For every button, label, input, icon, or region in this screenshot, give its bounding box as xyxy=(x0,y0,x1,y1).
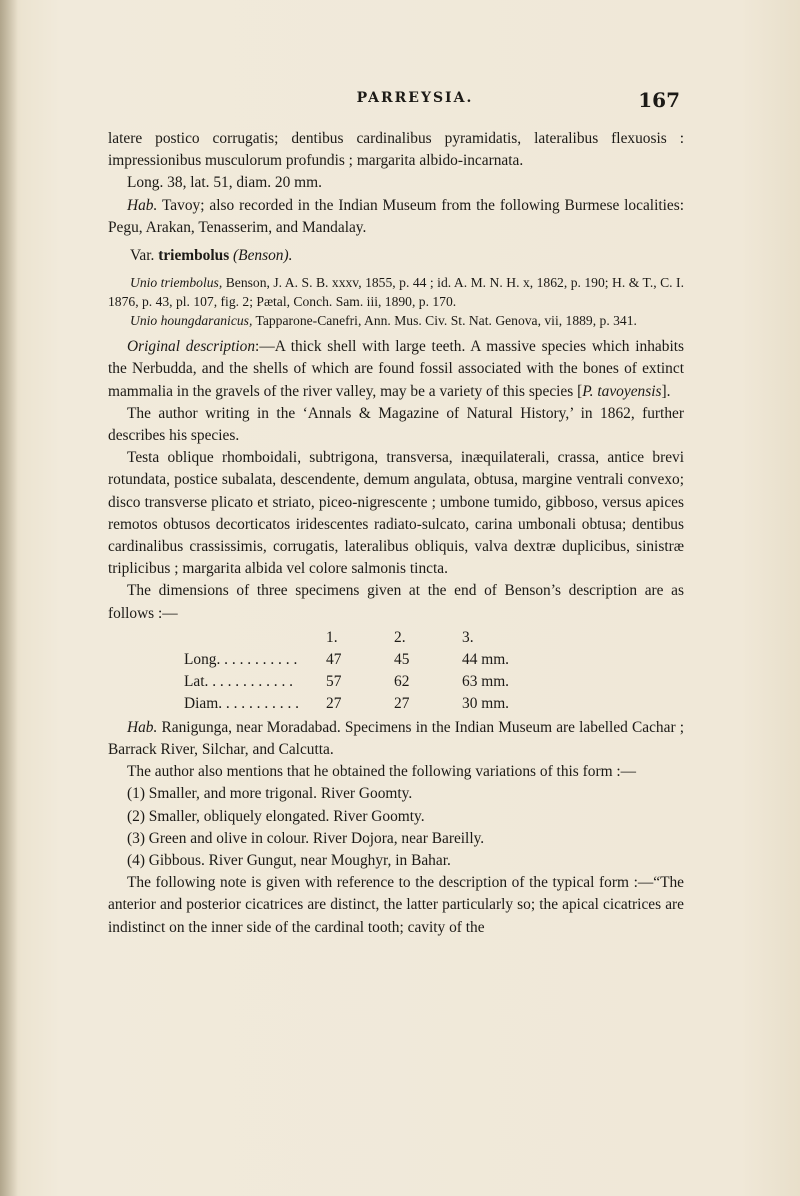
running-head xyxy=(120,88,680,114)
latin-description-paragraph: Testa oblique rhomboidali, subtrigona, transversa, inæquilaterali, crassa, antice brevi rotundata, postice subalata, descendente, demum angulata, obtusa, margine ventrali convexo; disco transverse plicato et striato, piceo-nigrescente ; umbone tumido, gibboso, versus apices remotos obtusos decorticatos iridescentes radiato-sulcato, carina umbonali obtusa; dentibus cardinalibus crassissimis, corrugatis, lateralibus obliquis, valva dextræ duplicibus, sinistræ triplicibus ; margarita albida vel colore salmonis tincta. xyxy=(108,449,684,578)
dimensions-intro: The dimensions of three specimens given at the end of Benson’s description are as follows :— xyxy=(108,582,684,622)
author-paragraph: The author writing in the ‘Annals & Magazine of Natural History,’ in 1862, further describes his species. xyxy=(108,404,684,445)
synonym-entry: Unio houngdaranicus, Tapparone-Canefri, Ann. Mus. Civ. St. Nat. Genova, vii, 1889, p. 341. xyxy=(130,313,637,329)
list-item: (4) Gibbous. River Gungut, near Moughyr, in Bahar. xyxy=(127,852,451,870)
synonym-entry: Unio triembolus, Benson, J. A. S. B. xxxv, 1855, p. 44 ; id. A. M. N. H. x, 1862, p. 190; H. & T., C. I. 1876, p. 43, pl. 107, fig. 2; Pætal, Conch. Sam. iii, 1890, p. 170. xyxy=(108,275,684,310)
dimensions-table xyxy=(184,627,684,715)
table-row: Diam. . . . . . . . . . . 27 27 30 mm. xyxy=(184,694,510,712)
page-gutter-shadow xyxy=(0,0,18,1196)
variations-intro: The author also mentions that he obtained the following variations of this form :— xyxy=(127,763,637,781)
habitat-paragraph: Hab. Tavoy; also recorded in the Indian Museum from the following Burmese localities: Pegu, Arakan, Tenasserim, and Mandalay. xyxy=(108,196,684,236)
latin-continuation: latere postico corrugatis; dentibus cardinalibus pyramidatis, lateralibus flexuosis : impressionibus musculorum profundis ; margarita albido-incarnata. xyxy=(108,130,684,170)
table-header-row: 1. 2. 3. xyxy=(326,628,474,646)
list-item: (2) Smaller, obliquely elongated. River Goomty. xyxy=(127,807,425,825)
running-title: PARREYSIA. xyxy=(356,90,474,106)
measurements-line: Long. 38, lat. 51, diam. 20 mm. xyxy=(127,174,322,192)
original-description-paragraph: Original description:—A thick shell with large teeth. A massive species which inhabits the Nerbudda, and the shells of which are found fossil associated with the bones of extinct mammalia in the gravels of the river valley, may be a variety of this species [P. tavoyensis]. xyxy=(108,338,684,400)
variety-heading: Var. triembolus (Benson). xyxy=(130,247,293,265)
page-body xyxy=(108,128,684,939)
page-number: 167 xyxy=(638,88,680,112)
list-item: (1) Smaller, and more trigonal. River Goomty. xyxy=(127,785,413,803)
closing-paragraph: The following note is given with reference to the description of the typical form :—“The anterior and posterior cicatrices are distinct, the latter particularly so; the apical cicatrices are indistinct on the inner side of the cardinal tooth; cavity of the xyxy=(108,874,684,936)
list-item: (3) Green and olive in colour. River Dojora, near Bareilly. xyxy=(127,829,485,847)
table-row: Long. . . . . . . . . . . 47 45 44 mm. xyxy=(184,650,510,668)
habitat-paragraph-2: Hab. Ranigunga, near Moradabad. Specimens in the Indian Museum are labelled Cachar ; Barrack River, Silchar, and Calcutta. xyxy=(108,718,684,759)
table-row: Lat. . . . . . . . . . . . 57 62 63 mm. xyxy=(184,672,510,690)
